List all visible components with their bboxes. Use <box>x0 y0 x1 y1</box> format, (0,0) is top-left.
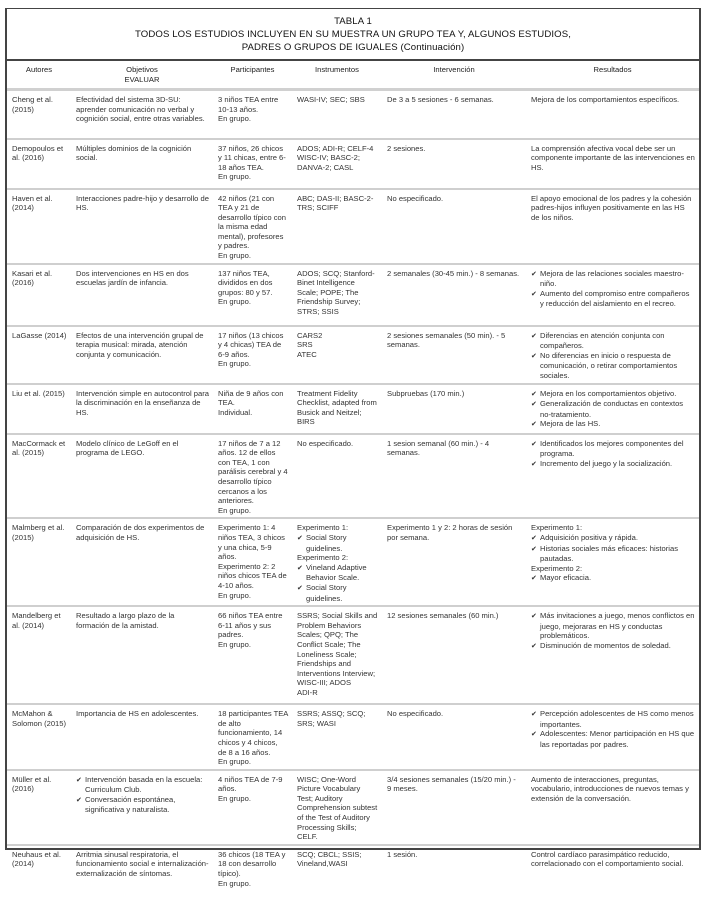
checkmark-icon: ✔ <box>531 534 537 542</box>
checkmark-icon: ✔ <box>531 390 537 398</box>
cell-text: No especificado. <box>387 709 444 719</box>
cell-text: Intervención simple en autocontrol para la discriminación en la enseñanza de HS. <box>76 388 209 417</box>
checkmark-icon: ✔ <box>531 401 537 409</box>
table-row <box>7 606 699 704</box>
cell-autores: LaGasse (2014) <box>12 330 67 340</box>
check-item <box>531 439 695 459</box>
cell-text: 3 niños TEA entre 10-13 años. <box>218 95 279 114</box>
cell-objetivos <box>71 770 213 845</box>
check-item <box>76 775 209 795</box>
cell-instrumentos <box>292 189 382 264</box>
cell-text: SSRS; ASSQ; SCQ; SRS; WASI <box>297 709 366 728</box>
table-row <box>7 90 699 139</box>
cell-objetivos <box>71 434 213 519</box>
cell-text: Subpruebas (170 min.) <box>387 388 465 398</box>
check-item-text: Mejora de las relaciones sociales maestro-niño. <box>540 268 684 289</box>
cell-resultados <box>526 606 699 704</box>
check-item <box>297 583 378 603</box>
table-body <box>7 90 699 917</box>
table-row <box>7 264 699 326</box>
check-item-text: Mejora en los comportamientos objetivo. <box>540 388 677 398</box>
cell-text: Efectos de una intervención grupal de terapia musical: mirada, atención conjunta y comunicación. <box>76 330 204 359</box>
cell-autores: Liu et al. (2015) <box>12 388 65 398</box>
check-item <box>531 729 695 749</box>
table-title <box>7 9 699 61</box>
cell-autores: Kasari et al. (2016) <box>12 268 53 288</box>
cell-objetivos <box>71 845 213 917</box>
cell-text: En grupo. <box>218 297 251 307</box>
cell-text: Control cardíaco parasimpático reducido, correlacionado con el comportamiento social. <box>531 849 684 869</box>
studies-table <box>7 61 699 917</box>
cell-text: SSRS; Social Skills and Problem Behaviors Scales; QPQ; The Conflict Scale; The Loneliness Scale; Friendships and Interventions Interview; WISC-III; ADOS <box>297 611 378 688</box>
cell-text: Experimento 1 y 2: 2 horas de sesión por semana. <box>387 523 513 542</box>
cell-text: SRS <box>297 340 313 350</box>
cell-text: No especificado. <box>297 438 354 448</box>
check-item-text: Vineland Adaptive Behavior Scale. <box>306 562 367 583</box>
cell-text: Experimento 2: 2 niños chicos TEA de 4-10 años. <box>218 561 287 590</box>
cell-text: 17 niños de 7 a 12 años. 12 de ellos con TEA, 1 con parálisis cerebral y 4 desarrollo típico cercanos a los anteriores. <box>218 438 288 506</box>
cell-text: WASI-IV; SEC; SBS <box>297 95 365 104</box>
table-row <box>7 384 699 434</box>
cell-text: CARS2 <box>297 330 323 340</box>
checkmark-icon: ✔ <box>297 534 303 542</box>
cell-text: Efectividad del sistema 3D-SU: aprender comunicación no verbal y cognición social, entre otras variables. <box>76 95 205 124</box>
checkmark-icon: ✔ <box>531 421 537 429</box>
cell-objetivos <box>71 189 213 264</box>
cell-text: Importancia de HS en adolescentes. <box>76 709 199 719</box>
check-item-text: Social Story guidelines. <box>306 532 347 553</box>
cell-text: En grupo. <box>218 639 251 649</box>
cell-intervencion <box>382 264 526 326</box>
cell-text: WISC; One-Word Picture Vocabulary Test; Auditory Comprehension subtest of the Test of Auditory Processing Skills; CELF. <box>297 774 378 842</box>
checkmark-icon: ✔ <box>76 776 82 784</box>
cell-intervencion <box>382 704 526 770</box>
checkmark-icon: ✔ <box>531 711 537 719</box>
cell-instrumentos <box>292 384 382 434</box>
cell-instrumentos <box>292 606 382 704</box>
cell-text: En grupo. <box>218 878 251 888</box>
cell-autores: Demopoulos et al. (2016) <box>12 143 64 163</box>
cell-text: De 3 a 5 sesiones - 6 semanas. <box>387 95 494 104</box>
cell-resultados <box>526 518 699 606</box>
cell-text: 66 niños TEA entre 6-11 años y sus padres. <box>218 611 283 640</box>
cell-text: 12 sesiones semanales (60 min.) <box>387 611 499 621</box>
checkmark-icon: ✔ <box>531 352 537 360</box>
cell-text: 2 sesiones. <box>387 143 426 153</box>
cell-text: ADOS; SCQ; Stanford-Binet Intelligence Scale; POPE; The Friendship Survey; STRS; SSIS <box>297 268 375 317</box>
check-item <box>297 533 378 553</box>
cell-instrumentos <box>292 326 382 384</box>
cell-text: En grupo. <box>218 505 251 515</box>
check-item <box>531 459 695 470</box>
cell-instrumentos <box>292 264 382 326</box>
cell-text: Treatment Fidelity Checklist, adapted from Busick and Neitzel; BIRS <box>297 388 377 427</box>
checkmark-icon: ✔ <box>531 575 537 583</box>
check-item <box>531 533 695 544</box>
cell-objetivos <box>71 139 213 189</box>
cell-resultados <box>526 845 699 917</box>
cell-text: 2 semanales (30-45 min.) - 8 semanas. <box>387 268 520 278</box>
cell-text: Experimento 1: <box>531 523 583 533</box>
cell-resultados <box>526 264 699 326</box>
cell-intervencion <box>382 845 526 917</box>
checkmark-icon: ✔ <box>297 584 303 592</box>
header-row <box>7 61 699 90</box>
cell-text: Individual. <box>218 407 253 417</box>
cell-resultados <box>526 384 699 434</box>
table-row <box>7 189 699 264</box>
check-item-text: Intervención basada en la escuela: Curriculum Club. <box>85 774 203 795</box>
checkmark-icon: ✔ <box>531 613 537 621</box>
check-item <box>531 351 695 381</box>
cell-participantes <box>213 139 292 189</box>
check-item-text: Historias sociales más eficaces: historias pautadas. <box>540 543 679 564</box>
checkmark-icon: ✔ <box>531 440 537 448</box>
cell-text: Modelo clínico de LeGoff en el programa de LEGO. <box>76 438 179 458</box>
check-item-text: Aumento del compromiso entre compañeros y reducción del aislamiento en el recreo. <box>540 288 690 309</box>
cell-text: La comprensión afectiva vocal debe ser un componente importante de las intervenciones en HS. <box>531 143 695 172</box>
check-item <box>297 563 378 583</box>
cell-instrumentos <box>292 139 382 189</box>
cell-participantes <box>213 434 292 519</box>
check-item <box>531 269 695 289</box>
cell-autores: Malmberg et al. (2015) <box>12 523 65 542</box>
check-item <box>531 399 695 419</box>
check-item <box>531 389 695 400</box>
cell-instrumentos <box>292 518 382 606</box>
check-item <box>531 611 695 641</box>
cell-text: Aumento de interacciones, preguntas, vocabulario, introducciones de nuevos temas y extensión de la conversación. <box>531 774 689 803</box>
check-item-text: Adquisición positiva y rápida. <box>540 532 638 542</box>
cell-text: Arritmia sinusal respiratoria, el funcionamiento social e internalización-externalización de síntomas. <box>76 849 209 879</box>
cell-text: 3/4 sesiones semanales (15/20 min.) - 9 meses. <box>387 774 516 794</box>
cell-text: Dos intervenciones en HS en dos escuelas jardín de infancia. <box>76 268 189 288</box>
cell-objetivos <box>71 606 213 704</box>
cell-text: Experimento 1: <box>297 523 349 533</box>
cell-participantes <box>213 518 292 606</box>
cell-autores: Haven et al. (2014) <box>12 193 53 213</box>
check-item <box>531 709 695 729</box>
table-row <box>7 326 699 384</box>
header-objetivos-sub: EVALUAR <box>124 74 160 84</box>
cell-text: Experimento 2: <box>297 553 349 563</box>
check-item-text: Generalización de conductas en contextos no-tratamiento. <box>540 399 684 419</box>
check-item-text: Social Story guidelines. <box>306 582 347 603</box>
header-intervencion: Intervención <box>433 65 475 74</box>
cell-text: 37 niños, 26 chicos y 11 chicas, entre 6-18 años TEA. <box>218 143 286 172</box>
check-item-text: Incremento del juego y la socialización. <box>540 458 673 468</box>
check-item <box>531 331 695 351</box>
check-item <box>531 289 695 309</box>
check-item-text: Mejora de las HS. <box>540 419 601 429</box>
table-caption-line-2: PADRES O GRUPOS DE IGUALES (Continuación) <box>241 42 465 53</box>
check-item <box>531 419 695 430</box>
cell-text: Comparación de dos experimentos de adquisición de HS. <box>76 523 205 542</box>
cell-autores: Cheng et al. (2015) <box>12 95 53 114</box>
check-item <box>531 641 695 652</box>
check-item-text: Disminución de momentos de soledad. <box>540 640 671 650</box>
cell-text: 4 niños TEA de 7-9 años. <box>218 774 283 794</box>
cell-intervencion <box>382 434 526 519</box>
checkmark-icon: ✔ <box>531 290 537 298</box>
cell-objetivos <box>71 384 213 434</box>
cell-autores: Mandelberg et al. (2014) <box>12 611 61 630</box>
cell-participantes <box>213 845 292 917</box>
header-instrumentos: Instrumentos <box>315 65 359 74</box>
cell-participantes <box>213 384 292 434</box>
cell-text: Múltiples dominios de la cognición social. <box>76 143 192 163</box>
cell-intervencion <box>382 770 526 845</box>
cell-text: 1 sesión. <box>387 849 418 859</box>
cell-text: 17 niños (13 chicos y 4 chicas) TEA de 6-9 años. <box>218 330 284 359</box>
cell-resultados <box>526 326 699 384</box>
cell-text: ATEC <box>297 349 317 359</box>
cell-resultados <box>526 139 699 189</box>
cell-resultados <box>526 704 699 770</box>
cell-instrumentos <box>292 90 382 139</box>
cell-intervencion <box>382 90 526 139</box>
cell-text: 36 chicos (18 TEA y 18 con desarrollo típico). <box>218 849 286 879</box>
cell-text: 137 niños TEA, divididos en dos grupos: 80 y 57. <box>218 268 273 297</box>
cell-autores: McMahon & Solomon (2015) <box>12 709 67 728</box>
cell-participantes <box>213 264 292 326</box>
checkmark-icon: ✔ <box>297 564 303 572</box>
table-row <box>7 770 699 845</box>
checkmark-icon: ✔ <box>531 270 537 278</box>
header-objetivos-label: Objetivos <box>126 65 158 74</box>
table-row <box>7 434 699 519</box>
cell-intervencion <box>382 518 526 606</box>
check-item <box>531 573 695 584</box>
check-item-text: Mayor eficacia. <box>540 573 592 583</box>
check-item-text: No diferencias en inicio o respuesta de comunicación, o retirar comportamientos sociales. <box>540 350 678 381</box>
header-participantes: Participantes <box>230 65 275 74</box>
cell-text: ADOS; ADI-R; CELF-4 WISC-IV; BASC-2; DANVA-2; CASL <box>297 143 374 172</box>
table-row <box>7 518 699 606</box>
cell-resultados <box>526 189 699 264</box>
header-autores: Autores <box>25 65 53 74</box>
cell-instrumentos <box>292 704 382 770</box>
cell-participantes <box>213 189 292 264</box>
cell-intervencion <box>382 326 526 384</box>
cell-autores: Neuhaus et al. (2014) <box>12 849 61 869</box>
cell-objetivos <box>71 326 213 384</box>
checkmark-icon: ✔ <box>531 460 537 468</box>
cell-text: SCQ; CBCL; SSIS; Vineland,WASI <box>297 849 362 869</box>
cell-text: Mejora de los comportamientos específicos. <box>531 95 680 104</box>
check-item <box>531 544 695 564</box>
cell-text: En grupo. <box>218 757 251 767</box>
cell-text: 42 niños (21 con TEA y 21 de desarrollo típico con la misma edad mental), profesores y padres. <box>218 193 286 251</box>
table-frame <box>5 8 701 888</box>
cell-instrumentos <box>292 770 382 845</box>
cell-text: Experimento 2: <box>531 563 583 573</box>
cell-objetivos <box>71 518 213 606</box>
table-row <box>7 704 699 770</box>
check-item <box>76 795 209 815</box>
cell-text: En grupo. <box>218 114 251 124</box>
cell-text: No especificado. <box>387 193 444 203</box>
cell-text: Experimento 1: 4 niños TEA, 3 chicos y una chica, 5-9 años. <box>218 523 285 562</box>
check-item-text: Adolescentes: Menor participación en HS que las reportadas por padres. <box>540 729 695 749</box>
cell-objetivos <box>71 704 213 770</box>
cell-text: Interacciones padre-hijo y desarrollo de HS. <box>76 193 209 213</box>
cell-participantes <box>213 90 292 139</box>
cell-text: En grupo. <box>218 172 251 182</box>
cell-text: ABC; DAS-II; BASC-2-TRS; SCIFF <box>297 193 374 213</box>
table-row <box>7 845 699 917</box>
table-number: TABLA 1 <box>334 16 372 27</box>
cell-text: ADI-R <box>297 687 318 697</box>
cell-participantes <box>213 770 292 845</box>
cell-objetivos <box>71 264 213 326</box>
cell-text: Niña de 9 años con TEA. <box>218 388 284 408</box>
cell-objetivos <box>71 90 213 139</box>
cell-participantes <box>213 606 292 704</box>
checkmark-icon: ✔ <box>531 332 537 340</box>
cell-participantes <box>213 326 292 384</box>
table-caption-line-1: TODOS LOS ESTUDIOS INCLUYEN EN SU MUESTRA UN GRUPO TEA Y, ALGUNOS ESTUDIOS, <box>135 29 571 40</box>
cell-text: En grupo. <box>218 359 251 369</box>
cell-instrumentos <box>292 434 382 519</box>
cell-text: En grupo. <box>218 251 251 261</box>
cell-text: 2 sesiones semanales (50 min). - 5 semanas. <box>387 330 506 350</box>
check-item-text: Conversación espontánea, significativa y naturalista. <box>85 794 176 815</box>
cell-intervencion <box>382 606 526 704</box>
checkmark-icon: ✔ <box>531 545 537 553</box>
cell-intervencion <box>382 139 526 189</box>
cell-instrumentos <box>292 845 382 917</box>
cell-autores: Müller et al. (2016) <box>12 774 52 794</box>
cell-text: El apoyo emocional de los padres y la cohesión padres-hijos influyen positivamente en las HS de los niños. <box>531 193 692 222</box>
cell-text: Resultado a largo plazo de la formación de la amistad. <box>76 611 175 630</box>
check-item-text: Identificados los mejores componentes del programa. <box>540 438 684 459</box>
header-resultados: Resultados <box>593 65 632 74</box>
cell-participantes <box>213 704 292 770</box>
cell-text: 1 sesion semanal (60 min.) - 4 semanas. <box>387 438 490 458</box>
cell-resultados <box>526 90 699 139</box>
checkmark-icon: ✔ <box>531 642 537 650</box>
check-item-text: Diferencias en atención conjunta con compañeros. <box>540 330 665 351</box>
check-item-text: Más invitaciones a juego, menos conflictos en juego, mejoraras en HS y conductas problemáticos. <box>540 611 695 641</box>
cell-resultados <box>526 434 699 519</box>
cell-autores: MacCormack et al. (2015) <box>12 438 66 458</box>
table-row <box>7 139 699 189</box>
cell-intervencion <box>382 384 526 434</box>
header-objetivos <box>71 61 213 90</box>
cell-resultados <box>526 770 699 845</box>
cell-text: En grupo. <box>218 793 251 803</box>
cell-text: En grupo. <box>218 590 251 600</box>
checkmark-icon: ✔ <box>531 731 537 739</box>
cell-intervencion <box>382 189 526 264</box>
checkmark-icon: ✔ <box>76 796 82 804</box>
cell-text: 18 participantes TEA de alto funcionamiento, 14 chicos y 4 chicos, de 8 a 16 años. <box>218 709 288 757</box>
check-item-text: Percepción adolescentes de HS como menos importantes. <box>540 709 694 729</box>
